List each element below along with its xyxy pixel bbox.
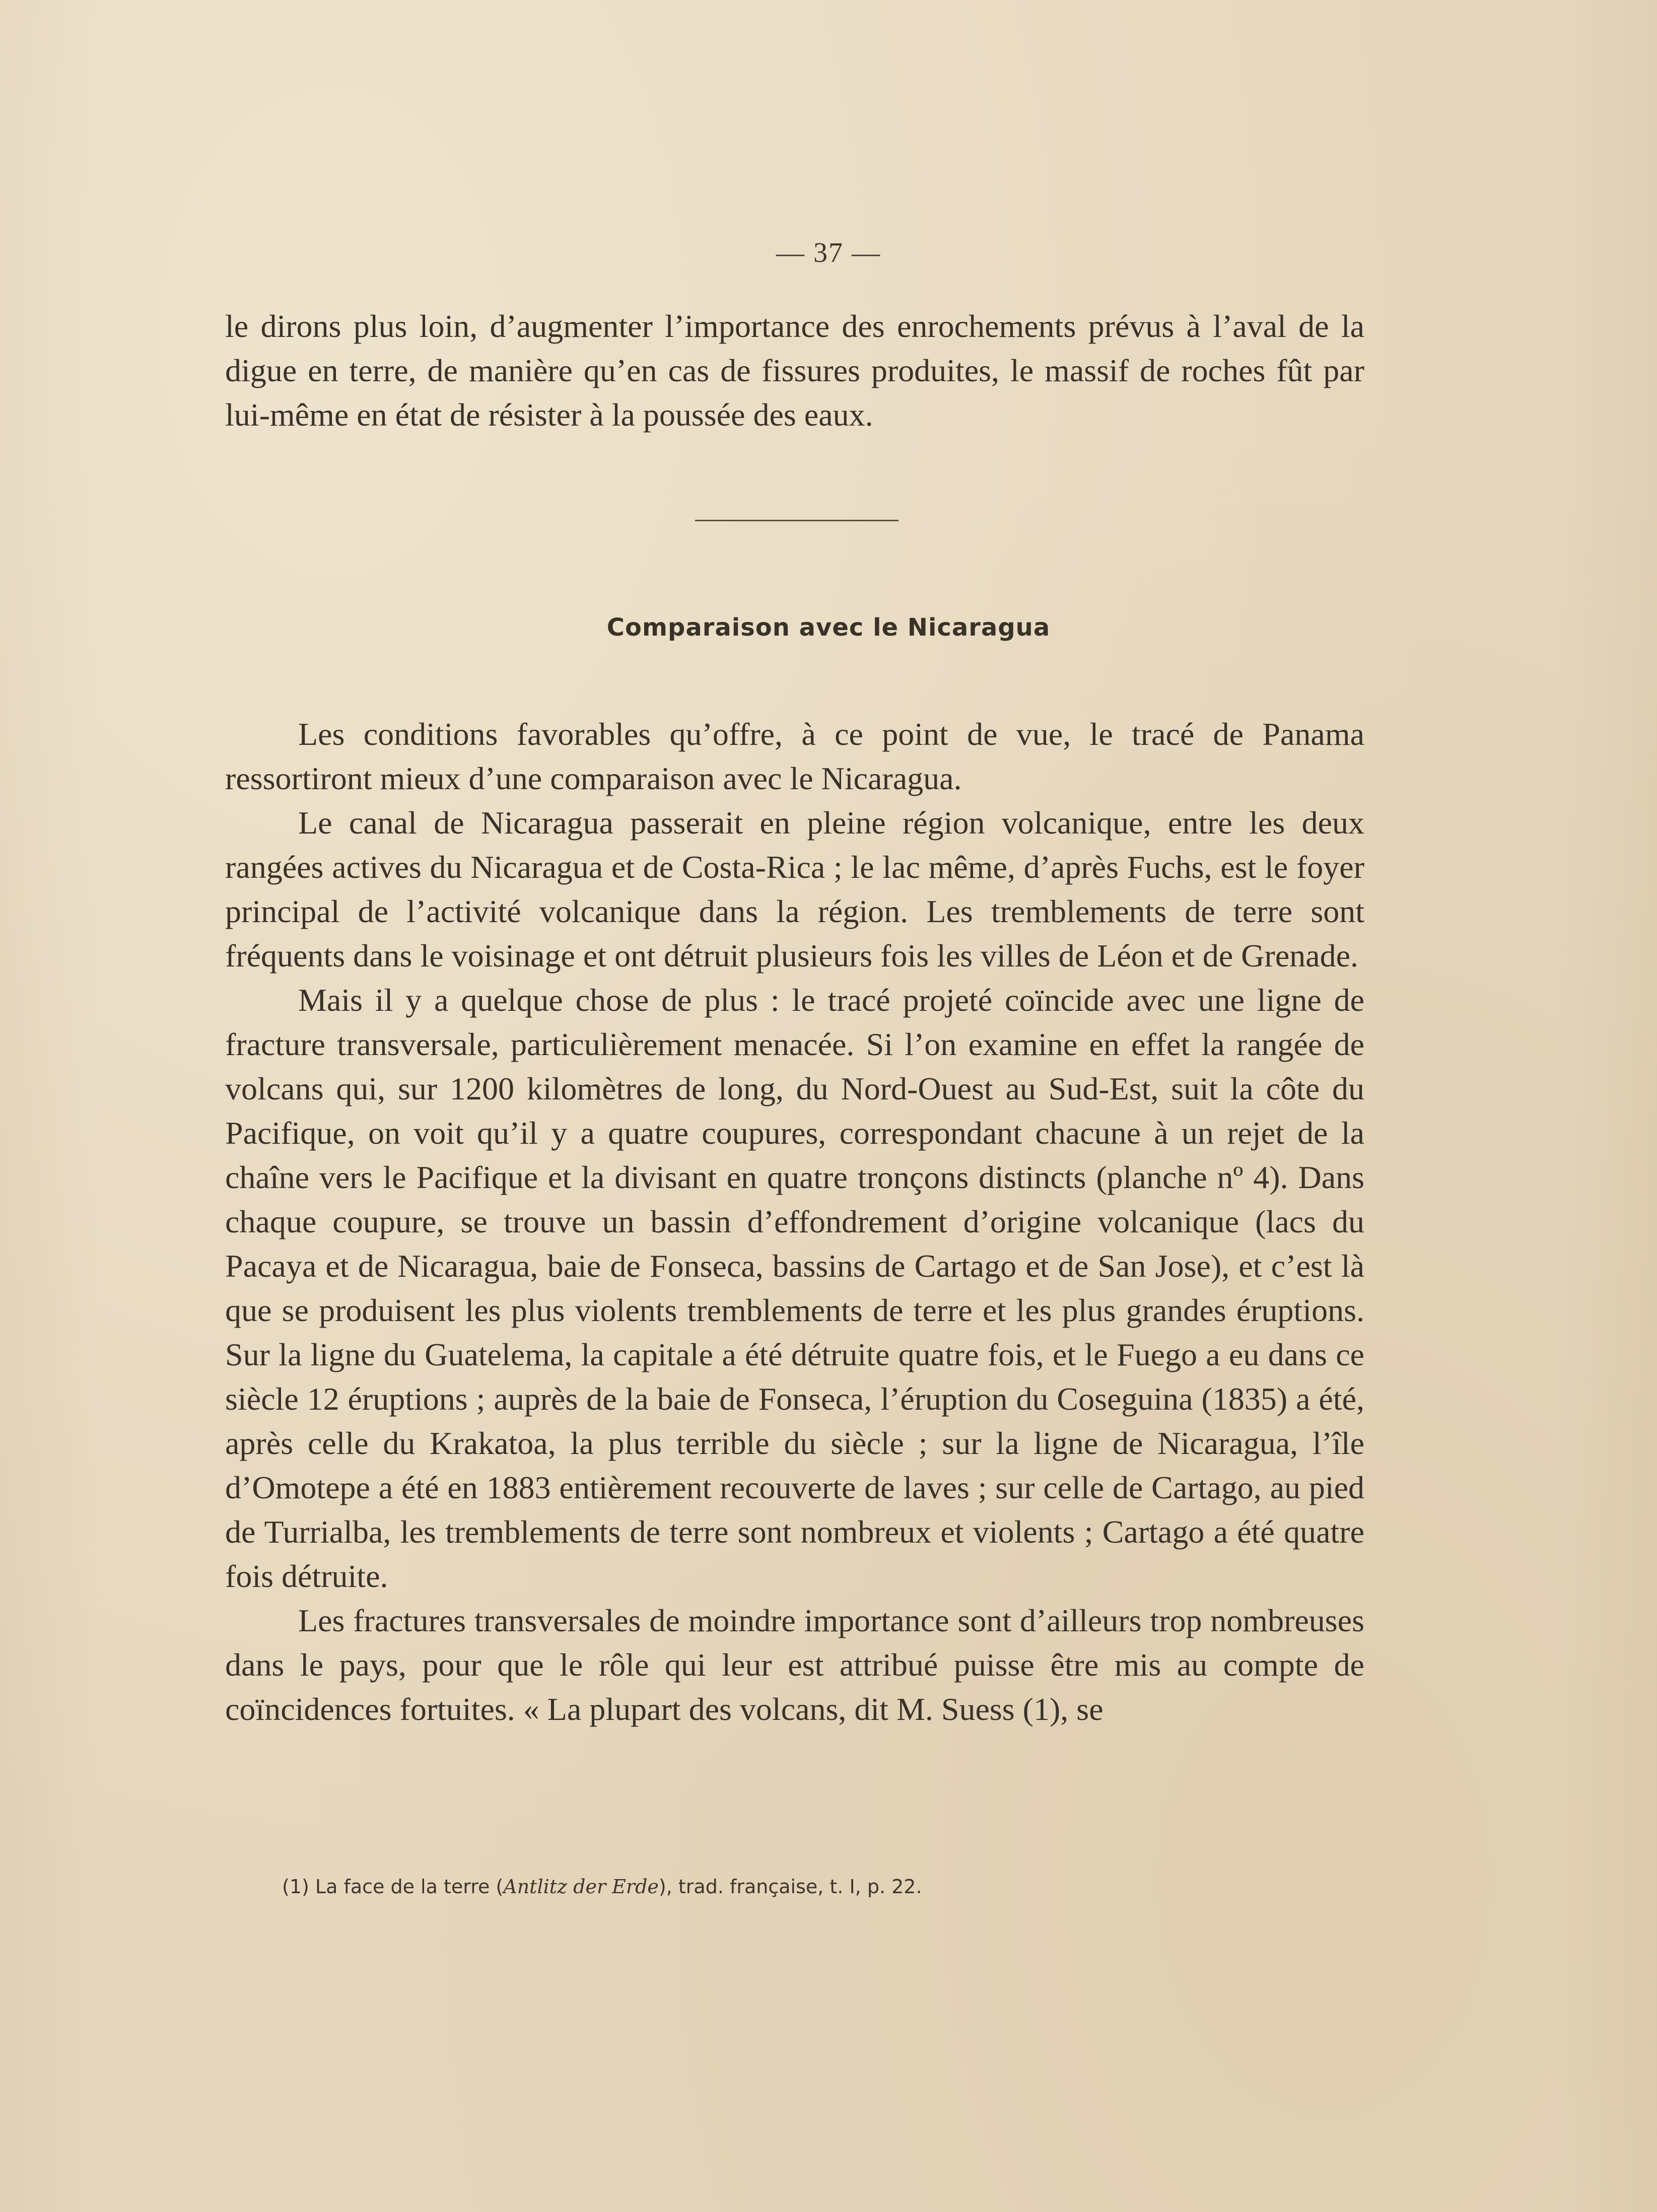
section-heading: Comparaison avec le Nicaragua (606, 613, 1051, 642)
paragraph: Le canal de Nicaragua passerait en pleine région volcanique, entre les deux rangées actives du Nicaragua et de Costa-Rica ; le lac même, d’après Fuchs, est le foyer principal de l’activité volcanique dans la région. Les tremblements de terre sont fréquents dans le voisinage et ont détruit plusieurs fois les villes de Léon et de Grenade. (225, 805, 1364, 974)
page-number: — 37 — (776, 237, 881, 268)
paragraph: Mais il y a quelque chose de plus : le tracé projeté coïncide avec une ligne de fracture transversale, particulièrement menacée. Si l’on examine en effet la rangée de volcans qui, sur 1200 kilomètres de long, du Nord-Ouest au Sud-Est, suit la côte du Pacifique, on voit qu’il y a quatre coupures, correspondant chacune à un rejet de la chaîne vers le Pacifique et la divisant en quatre tronçons distincts (planche nº 4). Dans chaque coupure, se trouve un bassin d’effondrement d’origine volcanique (lacs du Pacaya et de Nicaragua, baie de Fonseca, bassins de Cartago et de San Jose), et c’est là que se produisent les plus violents tremblements de terre et les plus grandes éruptions. Sur la ligne du Guatelema, la capitale a été détruite quatre fois, et le Fuego a eu dans ce siècle 12 éruptions ; auprès de la baie de Fonseca, l’éruption du Coseguina (1835) a été, après celle du Krakatoa, la plus terrible du siècle ; sur la ligne de Nicaragua, l’île d’Omotepe a été en 1883 entièrement recouverte de laves ; sur celle de Cartago, au pied de Turrialba, les tremblements de terre sont nombreux et violents ; Cartago a été quatre fois détruite. (225, 982, 1364, 1594)
paragraph: Les fractures transversales de moindre importance sont d’ailleurs trop nombreuses dans le pays, pour que le rôle qui leur est attribué puisse être mis au compte de coïncidences fortuites. « La plupart des volcans, dit M. Suess (1), se (225, 1603, 1364, 1727)
footnote-suffix: ), trad. française, t. I, p. 22. (658, 1876, 922, 1898)
section-divider (695, 520, 899, 521)
paragraph: Les conditions favorables qu’offre, à ce point de vue, le tracé de Panama ressortiront mieux d’une comparaison avec le Nicaragua. (225, 716, 1364, 796)
paragraph: le dirons plus loin, d’augmenter l’importance des enrochements prévus à l’aval de la digue en terre, de manière qu’en cas de fissures produites, le massif de roches fût par lui-même en état de résister à la poussée des eaux. (225, 308, 1364, 433)
continuation-text (225, 304, 1364, 437)
footnote (282, 1873, 1360, 1901)
section-body (225, 712, 1364, 1732)
footnote-prefix: (1) La face de la terre ( (282, 1876, 504, 1898)
footnote-title: Antlitz der Erde (503, 1876, 659, 1898)
